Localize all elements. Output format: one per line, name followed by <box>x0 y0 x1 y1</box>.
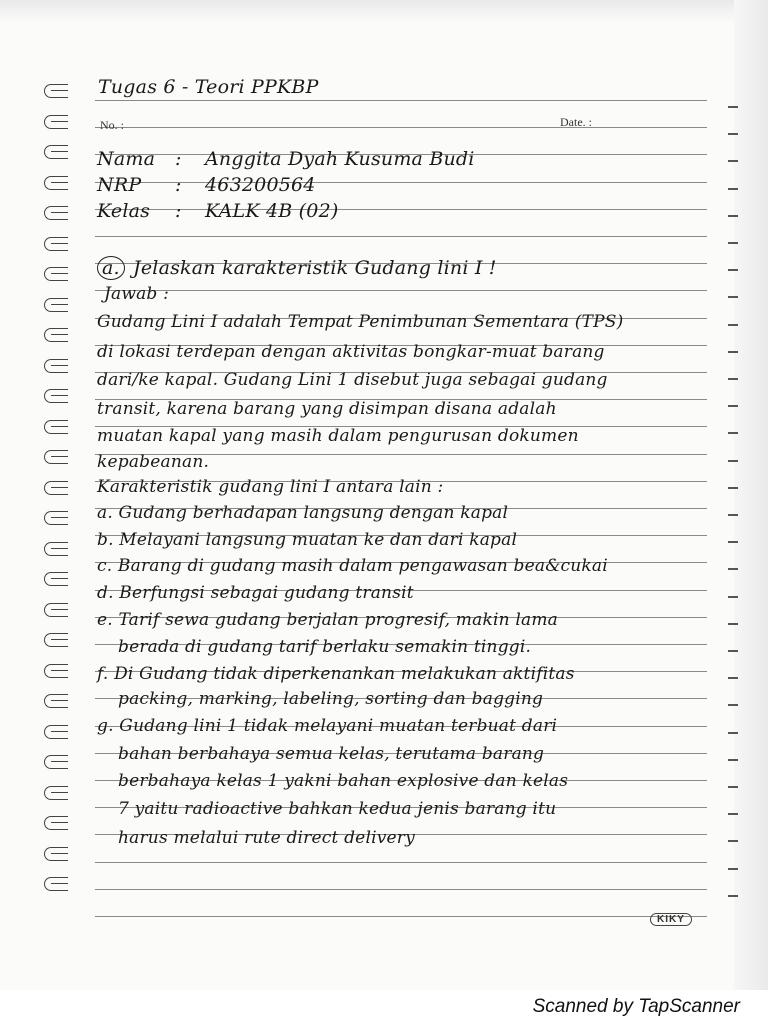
edge-tick <box>728 160 738 162</box>
edge-tick <box>728 487 738 489</box>
list-item: g. Gudang lini 1 tidak melayani muatan terbuat dari <box>97 716 558 736</box>
paragraph-line: kepabeanan. <box>97 452 210 472</box>
edge-tick <box>728 840 738 842</box>
ruled-line <box>95 182 707 183</box>
list-item: e. Tarif sewa gudang berjalan progresif, makin lama <box>97 610 558 630</box>
spiral-hole-mark <box>44 206 68 220</box>
ruled-line <box>95 290 707 291</box>
spiral-hole-mark <box>44 176 68 190</box>
kelas-sep: : <box>175 200 182 222</box>
edge-tick <box>728 460 738 462</box>
edge-tick <box>728 596 738 598</box>
no-label: No. : <box>100 118 124 132</box>
spiral-hole-mark <box>44 115 68 129</box>
spiral-hole-mark <box>44 664 68 678</box>
question-text: Jelaskan karakteristik Gudang lini I ! <box>133 257 497 279</box>
edge-tick <box>728 650 738 652</box>
edge-tick <box>728 895 738 897</box>
spiral-hole-mark <box>44 237 68 251</box>
scanner-watermark: Scanned by TapScanner <box>532 996 740 1017</box>
nrp-sep: : <box>175 174 182 196</box>
edge-tick <box>728 786 738 788</box>
list-item: 7 yaitu radioactive bahkan kedua jenis barang itu <box>118 799 557 819</box>
spiral-hole-mark <box>44 145 68 159</box>
edge-tick <box>728 324 738 326</box>
list-item: d. Berfungsi sebagai gudang transit <box>97 583 414 603</box>
spiral-hole-mark <box>44 267 68 281</box>
edge-tick <box>728 378 738 380</box>
spiral-hole-mark <box>44 603 68 617</box>
name-label: Nama <box>97 148 156 170</box>
edge-tick <box>728 405 738 407</box>
edge-tick <box>728 188 738 190</box>
list-item: harus melalui rute direct delivery <box>118 828 415 848</box>
nrp-label: NRP <box>97 174 142 196</box>
edge-tick <box>728 133 738 135</box>
ruled-line <box>95 100 707 101</box>
characteristics-intro: Karakteristik gudang lini I antara lain : <box>97 477 444 497</box>
edge-tick <box>728 514 738 516</box>
ruled-line <box>95 236 707 237</box>
date-label: Date. : <box>560 115 592 129</box>
notebook-brand-logo: KIKY <box>650 913 692 926</box>
paragraph-line: Gudang Lini I adalah Tempat Penimbunan Sementara (TPS) <box>97 312 624 332</box>
edge-tick <box>728 623 738 625</box>
edge-tick <box>728 568 738 570</box>
ruled-line <box>95 862 707 863</box>
edge-tick <box>728 215 738 217</box>
answer-label: Jawab : <box>104 284 170 304</box>
list-item: c. Barang di gudang masih dalam pengawasan bea&cukai <box>97 556 608 576</box>
list-item: packing, marking, labeling, sorting dan bagging <box>118 689 544 709</box>
name-sep: : <box>175 148 182 170</box>
spiral-hole-mark <box>44 328 68 342</box>
spiral-hole-mark <box>44 755 68 769</box>
list-item: f. Di Gudang tidak diperkenankan melakukan aktifitas <box>97 664 575 684</box>
spiral-hole-mark <box>44 450 68 464</box>
spiral-hole-mark <box>44 298 68 312</box>
spiral-hole-mark <box>44 572 68 586</box>
edge-tick <box>728 106 738 108</box>
spiral-hole-mark <box>44 725 68 739</box>
spiral-hole-mark <box>44 481 68 495</box>
list-item: b. Melayani langsung muatan ke dan dari kapal <box>97 530 518 550</box>
page-top-edge <box>0 0 768 22</box>
edge-tick <box>728 432 738 434</box>
paragraph-line: dari/ke kapal. Gudang Lini 1 disebut juga sebagai gudang <box>97 370 608 390</box>
ruled-line <box>95 127 707 128</box>
paragraph-line: transit, karena barang yang disimpan disana adalah <box>97 399 557 419</box>
edge-tick <box>728 296 738 298</box>
question-marker: a. <box>97 256 125 280</box>
spiral-hole-mark <box>44 511 68 525</box>
edge-tick <box>728 868 738 870</box>
name-value: Anggita Dyah Kusuma Budi <box>205 148 475 170</box>
edge-tick <box>728 704 738 706</box>
paragraph-line: muatan kapal yang masih dalam pengurusan dokumen <box>97 426 579 446</box>
nrp-value: 463200564 <box>205 174 316 196</box>
edge-tick <box>728 759 738 761</box>
spiral-hole-mark <box>44 847 68 861</box>
spiral-hole-mark <box>44 786 68 800</box>
ruled-line <box>95 889 707 890</box>
list-item: berbahaya kelas 1 yakni bahan explosive dan kelas <box>118 771 569 791</box>
edge-tick <box>728 732 738 734</box>
edge-tick <box>728 242 738 244</box>
paragraph-line: di lokasi terdepan dengan aktivitas bongkar-muat barang <box>97 342 605 362</box>
spiral-hole-mark <box>44 816 68 830</box>
kelas-value: KALK 4B (02) <box>205 200 339 222</box>
spiral-hole-mark <box>44 877 68 891</box>
spiral-hole-mark <box>44 420 68 434</box>
edge-tick <box>728 269 738 271</box>
spiral-hole-mark <box>44 84 68 98</box>
kelas-label: Kelas <box>97 200 151 222</box>
spiral-hole-mark <box>44 542 68 556</box>
page-right-edge <box>734 0 768 990</box>
spiral-hole-mark <box>44 359 68 373</box>
edge-tick <box>728 813 738 815</box>
edge-tick <box>728 541 738 543</box>
question <box>97 256 497 280</box>
edge-tick <box>728 351 738 353</box>
spiral-hole-mark <box>44 389 68 403</box>
page-title: Tugas 6 - Teori PPKBP <box>98 76 319 98</box>
list-item: berada di gudang tarif berlaku semakin tinggi. <box>118 637 532 657</box>
spiral-hole-mark <box>44 633 68 647</box>
list-item: a. Gudang berhadapan langsung dengan kapal <box>97 503 509 523</box>
spiral-hole-mark <box>44 694 68 708</box>
edge-tick <box>728 677 738 679</box>
ruled-line <box>95 916 707 917</box>
ruled-line <box>95 209 707 210</box>
list-item: bahan berbahaya semua kelas, terutama barang <box>118 744 545 764</box>
